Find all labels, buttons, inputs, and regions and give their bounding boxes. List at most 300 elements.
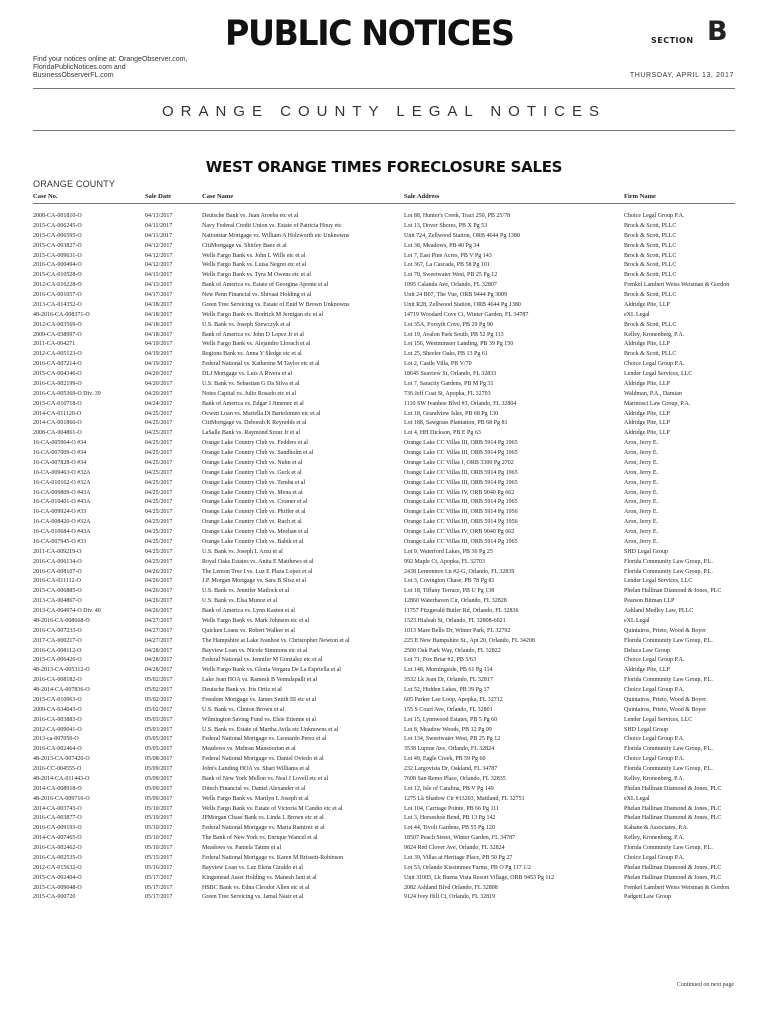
case-name-cell: Kingsmead Asset Holding vs. Manesh Jani et al <box>202 874 317 881</box>
case-number-cell: 2015-CA-010718-O <box>33 400 82 407</box>
case-number-cell: 2016-CA-007233-O <box>33 627 82 634</box>
case-name-cell: Orange Lake Country Club vs. Nuhn et al <box>202 459 303 466</box>
page-title: PUBLIC NOTICES <box>225 14 514 54</box>
firm-name-cell: Waldman, P.A., Damian <box>624 390 682 397</box>
sale-address-cell: Orange Lake CC Villas III, ORB 5914 Pg 1956 <box>404 509 518 516</box>
firm-name-cell: eXL Legal <box>624 795 650 802</box>
sale-date-cell: 04/18/2017 <box>145 331 173 338</box>
table-row <box>33 370 735 380</box>
sale-date-cell: 04/25/2017 <box>145 529 173 535</box>
case-number-cell: 2015-CA-006426-O <box>33 657 82 664</box>
case-name-cell: Deutsche Bank vs. Iris Ortiz et al <box>202 687 282 693</box>
case-name-cell: Bank of America vs. Estate of Georgina Aponte et al <box>202 282 329 289</box>
table-row <box>33 814 735 824</box>
case-number-cell: 2016-CA-001057-O <box>33 292 82 298</box>
case-number-cell: 48-2016-CA-009716-O <box>33 795 90 802</box>
case-name-cell: Green Tree Servicing vs. Estate of Enid W Brown Unknowns <box>202 301 350 308</box>
firm-name-cell: Brock & Scott, PLLC <box>624 232 677 239</box>
sale-address-cell: 232 Largovista Dr, Oakland, FL 34787 <box>404 766 498 772</box>
firm-name-cell: Quintairos, Prieto, Wood & Boyer <box>624 706 707 713</box>
sale-address-cell: Lot 52, Hidden Lakes, PB 39 Pg 17 <box>404 687 490 693</box>
sale-date-cell: 04/11/2017 <box>145 222 173 229</box>
firm-name-cell: Choice Legal Group P.A. <box>624 854 685 861</box>
table-row <box>33 232 735 242</box>
case-number-cell: 2014-CA-011120-O <box>33 410 82 417</box>
table-row <box>33 469 735 479</box>
case-number-cell: 2017-CA-000217-O <box>33 637 82 644</box>
table-row <box>33 301 735 311</box>
firm-name-cell: Lender Legal Services, LLC <box>624 371 693 377</box>
case-number-cell: 2016-CA-008112-O <box>33 647 82 654</box>
case-number-cell: 48-2013-CA-005312-O <box>33 667 90 674</box>
case-name-cell: Quicken Loans vs. Robert Walker et al <box>202 627 295 634</box>
case-number-cell: 2016-CA-007214-O <box>33 361 82 368</box>
sale-address-cell: Lot 156, Westminster Landing, PB 39 Pg 150 <box>404 341 514 348</box>
case-name-cell: Green Tree Servicing vs. Jamal Nasir et al <box>202 894 304 901</box>
firm-name-cell: Florida Community Law Group, P.L. <box>624 845 713 851</box>
sale-date-cell: 04/25/2017 <box>145 538 173 545</box>
sale-date-cell: 04/25/2017 <box>145 469 173 476</box>
case-number-cell: 2016-CA-003877-O <box>33 815 82 822</box>
sale-address-cell: 18645 Seaview St, Orlando, FL 32833 <box>404 371 497 377</box>
sale-address-cell: Orange Lake CC Villas I, ORB 3300 Pg 2702 <box>404 459 514 466</box>
sale-date-cell: 04/17/2017 <box>145 292 173 298</box>
case-number-cell: 2011-CA-004271 <box>33 341 76 348</box>
firm-name-cell: Brock & Scott, PLLC <box>624 272 677 279</box>
sale-address-cell: Lot 7, East Pine Acres, PB V Pg 143 <box>404 252 492 259</box>
firm-name-cell: Pearson Bitman LLP <box>624 598 675 605</box>
firm-name-cell: Florida Community Law Group, P.L. <box>624 766 713 772</box>
case-name-cell: U.S. Bank vs. Sebastian G Da Silva et al <box>202 380 300 387</box>
case-number-cell: 2015-CA-006595-O <box>33 232 82 239</box>
case-number-cell: 2015-CA-009631-O <box>33 252 82 259</box>
sale-address-cell: Lot 367, La Cascada, PB 58 Pg 101 <box>404 262 490 269</box>
sale-date-cell: 04/28/2017 <box>145 647 173 654</box>
table-row <box>33 765 735 775</box>
sale-date-cell: 05/10/2017 <box>145 845 173 851</box>
firm-name-cell: Choice Legal Group P.A. <box>624 756 685 763</box>
case-name-cell: Ditech Financial vs. Daniel Alexander et al <box>202 785 306 792</box>
sale-date-cell: 05/03/2017 <box>145 716 173 723</box>
sale-date-cell: 04/25/2017 <box>145 558 173 565</box>
sale-address-cell: 605 Parker Lee Loop, Apopka, FL 32712 <box>404 696 503 703</box>
column-header-sale-date: Sale Date <box>145 193 172 200</box>
case-number-cell: 2016-CC-004555-O <box>33 766 82 772</box>
firm-name-cell: Marinosci Law Group, P.A. <box>624 400 691 407</box>
case-number-cell: 2015-CA-000720 <box>33 894 76 901</box>
sale-address-cell: Lot 9, Waterford Lakes, PB 36 Pg 25 <box>404 548 493 555</box>
sale-address-cell: 736 Jeff Coat St, Apopka, FL 32703 <box>404 390 491 397</box>
firm-name-cell: Brock & Scott, PLLC <box>624 292 677 298</box>
firm-name-cell: Aron, Jerry E. <box>624 479 658 486</box>
column-header-case-no: Case No. <box>33 193 58 200</box>
table-row <box>33 242 735 252</box>
sale-address-cell: Lot 35A, Forsyth Cove, PB 29 Pg 90 <box>404 321 493 328</box>
find-online-line: Find your notices online at: OrangeObserver.com, <box>33 56 188 63</box>
table-row <box>33 666 735 676</box>
sale-address-cell: Lot 25, Sheeler Oaks, PB 13 Pg 61 <box>404 351 488 358</box>
table-row <box>33 449 735 459</box>
table-row <box>33 360 735 370</box>
sale-date-cell: 04/25/2017 <box>145 430 173 437</box>
table-row <box>33 222 735 232</box>
table-row <box>33 321 735 331</box>
sale-date-cell: 05/10/2017 <box>145 825 173 832</box>
firm-name-cell: Brock & Scott, PLLC <box>624 351 677 358</box>
firm-name-cell: Kahane & Associates, P.A. <box>624 825 689 832</box>
sale-address-cell: 11757 Fitzgerald Butler Rd, Orlando, FL 32836 <box>404 608 519 614</box>
sale-address-cell: Orange Lake CC Villas III, ORB 5914 Pg 1956 <box>404 519 518 526</box>
firm-name-cell: Padgett Law Group <box>624 894 671 901</box>
case-number-cell: 2013-CA-014352-O <box>33 301 82 308</box>
sale-address-cell: Orange Lake CC Villas III, ORB 5914 Pg 1965 <box>404 469 518 476</box>
table-row <box>33 637 735 647</box>
table-row <box>33 834 735 844</box>
case-name-cell: Lake Jean HOA vs. Ramesh B Vemulapalli et al <box>202 677 318 684</box>
firm-name-cell: Brock & Scott, PLLC <box>624 252 677 259</box>
case-name-cell: John's Landing HOA vs. Shari Williams et al <box>202 766 310 772</box>
firm-name-cell: Aldridge Pite, LLP <box>624 430 670 437</box>
sale-date-cell: 05/02/2017 <box>145 706 173 713</box>
sale-date-cell: 05/09/2017 <box>145 795 173 802</box>
sale-address-cell: 1013 Mare Bello Dr, Winter Park, FL 32792 <box>404 627 511 634</box>
firm-name-cell: Brock & Scott, PLLC <box>624 321 677 328</box>
sale-date-cell: 04/13/2017 <box>145 213 173 219</box>
case-name-cell: Orange Lake Country Club vs. Mena et al <box>202 489 303 496</box>
table-row <box>33 508 735 518</box>
firm-name-cell: Kelley, Kronenberg, P.A. <box>624 775 685 782</box>
case-number-cell: 2014-CA-007465-O <box>33 835 82 842</box>
case-name-cell: U.S. Bank vs. Elsa Munoz et al <box>202 598 278 605</box>
sale-address-cell: Lot 148, Morningside, PB 61 Pg 114 <box>404 667 493 674</box>
firm-name-cell: Aron, Jerry E. <box>624 519 658 526</box>
sale-address-cell: Lot 15, Lynnwood Estates, PB 5 Pg 60 <box>404 716 498 723</box>
case-name-cell: Deutsche Bank vs. Juan Aroeba etc et al <box>202 213 299 219</box>
case-name-cell: Nationstar Mortgage vs. William A Holzworth etc Unknowns <box>202 232 350 239</box>
sale-date-cell: 05/15/2017 <box>145 854 173 861</box>
sale-date-cell: 04/26/2017 <box>145 598 173 605</box>
table-row <box>33 400 735 410</box>
sale-date-cell: 05/02/2017 <box>145 696 173 703</box>
table-row <box>33 805 735 815</box>
firm-name-cell: Phelan Hallinan Diamond & Jones, PLC <box>624 805 722 812</box>
issue-date: THURSDAY, APRIL 13, 2017 <box>629 72 734 79</box>
sale-date-cell: 05/09/2017 <box>145 785 173 792</box>
firm-name-cell: Aron, Jerry E. <box>624 489 658 496</box>
case-name-cell: Orange Lake Country Club vs. Geck et al <box>202 469 302 476</box>
case-number-cell: 2014-CA-001860-O <box>33 420 82 427</box>
case-name-cell: Federal National Mortgage vs. Karen M Brissett-Robinson <box>202 854 344 861</box>
firm-name-cell: Aron, Jerry E. <box>624 529 658 535</box>
case-name-cell: CitiMortgage vs. Shirley Baez et al <box>202 242 287 249</box>
case-number-cell: 16-CA-009809-O #43A <box>33 489 91 496</box>
case-number-cell: 2015-CA-009048-O <box>33 884 82 891</box>
table-row <box>33 311 735 321</box>
sale-address-cell: Lot 188, Sawgrass Plantation, PB 68 Pg 81 <box>404 420 508 427</box>
column-header-firm-name: Firm Name <box>624 193 656 200</box>
sale-address-cell: Lot 19, Avalon Park South, PB 52 Pg 113 <box>404 331 504 338</box>
sale-date-cell: 05/02/2017 <box>145 687 173 693</box>
sale-date-cell: 04/18/2017 <box>145 301 173 308</box>
case-name-cell: New Penn Financial vs. Shivaai Holding et al <box>202 292 312 298</box>
firm-name-cell: Phelan Hallinan Diamond & Jones, PLC <box>624 815 722 822</box>
section-label: SECTION <box>651 36 694 45</box>
table-row <box>33 439 735 449</box>
table-row <box>33 627 735 637</box>
sale-date-cell: 04/19/2017 <box>145 351 173 358</box>
table-row <box>33 686 735 696</box>
case-number-cell: 2014-CA-008918-O <box>33 785 82 792</box>
case-name-cell: Federal National Mortgage vs. Maria Ramirez et al <box>202 825 325 832</box>
case-number-cell: 48-2016-CA-008371-O <box>33 311 90 318</box>
sale-date-cell: 04/13/2017 <box>145 272 173 279</box>
table-row <box>33 824 735 834</box>
case-name-cell: Federal National vs. Jennifer M Gonzalez etc et al <box>202 657 323 664</box>
firm-name-cell: Frenkel Lambert Weiss Weisman & Gordon <box>624 884 730 891</box>
case-name-cell: Federal National Mortgage vs. Leonardo Perez et al <box>202 736 327 743</box>
case-number-cell: 48-2014-CA-011443-O <box>33 775 90 782</box>
case-number-cell: 2015-CA-010963-O <box>33 696 82 703</box>
sale-address-cell: Lot 38, Meadows, PB 40 Pg 34 <box>404 242 480 249</box>
case-name-cell: Royal Oaks Estates vs. Anita E Matthews et al <box>202 558 314 565</box>
sale-date-cell: 05/08/2017 <box>145 756 173 763</box>
case-name-cell: U.S. Bank vs. Joseph Szewczyk et al <box>202 321 291 328</box>
firm-name-cell: Phelan Hallinan Diamond & Jones, PLC <box>624 785 722 792</box>
sale-date-cell: 05/10/2017 <box>145 835 173 842</box>
table-row <box>33 607 735 617</box>
sale-address-cell: Lot 3, Covington Chase, PB 78 Pg 81 <box>404 578 495 585</box>
firm-name-cell: Aron, Jerry E. <box>624 459 658 466</box>
case-name-cell: Orange Lake Country Club vs. Sandholm et al <box>202 450 314 456</box>
table-row <box>33 587 735 597</box>
sale-address-cell: 155 S Court Ave, Orlando, FL 32801 <box>404 706 493 713</box>
case-name-cell: Wells Fargo Bank vs. Luisa Negret etc et al <box>202 262 307 269</box>
sale-address-cell: Lot 53, Orlando Kissimmee Farms, PB O Pg 117 1/2 <box>404 864 531 871</box>
case-number-cell: 2013-CA-004867-O <box>33 598 82 605</box>
column-header-case-name: Case Name <box>202 193 234 200</box>
case-number-cell: 16-CA-007009-O #34 <box>33 450 87 456</box>
firm-name-cell: Phelan Hallinan Diamond & Jones, PLC <box>624 588 722 595</box>
case-number-cell: 2014-CA-003743-O <box>33 805 82 812</box>
sale-date-cell: 05/02/2017 <box>145 677 173 684</box>
case-name-cell: The Lemon Tree I vs. Luz E Plaza Lopez et al <box>202 568 313 575</box>
firm-name-cell: Aron, Jerry E. <box>624 450 658 456</box>
sale-date-cell: 05/17/2017 <box>145 874 173 881</box>
table-row <box>33 577 735 587</box>
case-number-cell: 2015-CA-002404-O <box>33 874 82 881</box>
firm-name-cell: Brock & Scott, PLLC <box>624 242 677 249</box>
find-online-line: BusinessObserverFL.com <box>33 72 114 79</box>
sale-date-cell: 04/25/2017 <box>145 450 173 456</box>
sale-date-cell: 04/25/2017 <box>145 519 173 526</box>
case-number-cell: 2008-CA-004861-O <box>33 430 82 437</box>
table-row <box>33 874 735 884</box>
sale-date-cell: 05/05/2017 <box>145 736 173 743</box>
table-row <box>33 518 735 528</box>
case-name-cell: Federal National vs. Katherine M Taylor etc et al <box>202 361 320 368</box>
case-number-cell: 16-CA-005964-O #34 <box>33 440 87 447</box>
sale-date-cell: 04/18/2017 <box>145 321 173 328</box>
case-number-cell: 2015-CA-006885-O <box>33 588 82 595</box>
case-number-cell: 2015-CA-006245-O <box>33 222 82 229</box>
sale-address-cell: Lot 12, Isle of Catalina, PB V Pg 149 <box>404 785 494 792</box>
case-name-cell: Wells Fargo Bank vs. Gloria Vergara De La Espriella et al <box>202 667 341 674</box>
table-row <box>33 261 735 271</box>
continued-note: Continued on next page <box>676 982 734 988</box>
table-row <box>33 893 735 903</box>
case-name-cell: U.S. Bank vs. Estate of Martha Avila etc Unknowns et al <box>202 726 339 733</box>
divider <box>33 88 735 89</box>
case-number-cell: 2012-CA-003569-O <box>33 321 82 328</box>
table-row <box>33 558 735 568</box>
sale-address-cell: 2438 Lemontree Ln #2-G, Orlando, FL 32839 <box>404 568 515 575</box>
case-number-cell: 16-CA-009924-O #33 <box>33 509 87 516</box>
sale-address-cell: 18507 Peach Street, Winter Garden, FL 34787 <box>404 835 516 842</box>
case-number-cell: 2016-CA-008107-O <box>33 568 82 575</box>
find-online-line: FloridaPublicNotices.com and <box>33 64 126 71</box>
sale-address-cell: Lot 4, HH Dickson, PB E Pg 63 <box>404 430 481 437</box>
sale-date-cell: 05/05/2017 <box>145 746 173 753</box>
case-name-cell: Freedom Mortgage vs. James Smith III etc et al <box>202 696 317 703</box>
case-name-cell: Wells Fargo Bank vs. John L Wills etc et al <box>202 252 306 259</box>
firm-name-cell: Aldridge Pite, LLP <box>624 420 670 427</box>
sale-date-cell: 04/25/2017 <box>145 489 173 496</box>
case-name-cell: U.S. Bank vs. Clinton Brown et al <box>202 706 285 713</box>
sale-date-cell: 04/12/2017 <box>145 262 173 269</box>
sale-address-cell: 9824 Red Clover Ave, Orlando, FL 32824 <box>404 845 505 851</box>
case-number-cell: 16-CA-008420-O #32A <box>33 519 91 526</box>
sale-date-cell: 04/20/2017 <box>145 390 173 397</box>
case-number-cell: 2016-CA-009193-O <box>33 825 82 832</box>
table-row <box>33 864 735 874</box>
table-row <box>33 676 735 686</box>
case-number-cell: 2013-ca-007050-O <box>33 736 79 743</box>
firm-name-cell: Ashland Medley Law, PLLC <box>624 608 694 614</box>
firm-name-cell: Quintairos, Prieto, Wood & Boyer <box>624 696 707 703</box>
sale-date-cell: 05/09/2017 <box>145 766 173 772</box>
case-name-cell: Orange Lake Country Club vs. Temba et al <box>202 479 306 486</box>
table-row <box>33 479 735 489</box>
sale-date-cell: 04/20/2017 <box>145 380 173 387</box>
sale-address-cell: Orange Lake CC Villas III, ORB 5914 Pg 1965 <box>404 450 518 456</box>
firm-name-cell: Aldridge Pite, LLP <box>624 301 670 308</box>
table-row <box>33 706 735 716</box>
sale-address-cell: Lot 13, Dover Shores, PB X Pg 53 <box>404 222 488 229</box>
sale-address-cell: 3532 Lk Jean Dr, Orlando, FL 32817 <box>404 677 493 684</box>
sale-address-cell: Orange Lake CC Villas III, ORB 5914 Pg 1965 <box>404 499 518 506</box>
firm-name-cell: Deluca Law Group <box>624 647 670 654</box>
header-divider <box>33 203 735 204</box>
case-name-cell: Wells Fargo Bank vs. Alejandro Llorach et al <box>202 341 311 348</box>
table-row <box>33 252 735 262</box>
sale-date-cell: 04/20/2017 <box>145 371 173 377</box>
table-row <box>33 568 735 578</box>
case-number-cell: 2016-CA-002199-O <box>33 380 82 387</box>
sale-address-cell: Lot 104, Carriage Pointe, PB 66 Pg 111 <box>404 805 500 812</box>
table-row <box>33 340 735 350</box>
section-banner: ORANGE COUNTY LEGAL NOTICES <box>161 103 607 120</box>
case-number-cell: 2015-CA-003827-O <box>33 242 82 249</box>
firm-name-cell: Florida Community Law Group, P.L. <box>624 677 713 684</box>
case-number-cell: 2016-CA-006134-O <box>33 558 82 565</box>
sale-address-cell: Orange Lake CC Villas III, ORB 5914 Pg 1965 <box>404 440 518 447</box>
firm-name-cell: eXL Legal <box>624 617 650 624</box>
case-name-cell: Bank of America vs. Lynn Kasten et al <box>202 608 295 614</box>
sale-address-cell: 14719 Woodard Cove Ct, Winter Garden, FL 34787 <box>404 311 529 318</box>
divider <box>33 130 735 131</box>
sale-date-cell: 05/03/2017 <box>145 726 173 733</box>
case-name-cell: The Hampshire at Lake Ivanhoe vs. Christopher Newton et al <box>202 637 350 644</box>
table-row <box>33 291 735 301</box>
case-name-cell: Ocwen Loan vs. Mariella Di Bartolomeo etc et al <box>202 410 321 417</box>
case-name-cell: Wells Fargo Bank vs. Rodrick M Jernigan etc et al <box>202 311 324 318</box>
firm-name-cell: Aron, Jerry E. <box>624 499 658 506</box>
sale-date-cell: 05/10/2017 <box>145 805 173 812</box>
table-row <box>33 844 735 854</box>
sale-address-cell: 225 E New Hampshire St., Apt 20, Orlando, FL 34208 <box>404 637 535 644</box>
sale-date-cell: 04/24/2017 <box>145 400 173 407</box>
sale-date-cell: 04/25/2017 <box>145 509 173 516</box>
sale-date-cell: 04/26/2017 <box>145 578 173 585</box>
sale-date-cell: 04/26/2017 <box>145 568 173 575</box>
case-name-cell: U.S. Bank vs. Joseph L Arzu et al <box>202 548 283 555</box>
case-name-cell: Meadows vs. Mehran Mansoorian et al <box>202 746 296 753</box>
case-name-cell: U.S. Bank vs. Jennifer Matlock et al <box>202 588 290 595</box>
sale-address-cell: 12860 Waterhaven Cir, Orlando, FL 32828 <box>404 598 507 605</box>
firm-name-cell: Florida Community Law Group, P.L. <box>624 558 713 565</box>
case-name-cell: The Bank of New York vs. Enrique Wancel et al <box>202 835 318 842</box>
sale-date-cell: 04/25/2017 <box>145 420 173 427</box>
sale-address-cell: 1523 Hialeah St, Orlando, FL 32808-6021 <box>404 617 506 624</box>
case-number-cell: 2016-CA-002464-O <box>33 746 82 753</box>
sale-date-cell: 05/09/2017 <box>145 775 173 782</box>
case-number-cell: 2012-CA-015632-O <box>33 864 82 871</box>
firm-name-cell: Frenkel Lambert Weiss Weisman & Gordon <box>624 282 730 289</box>
sale-address-cell: Unit 24 B07, The Vue, ORB 9444 Pg 3009 <box>404 292 508 298</box>
sale-date-cell: 04/19/2017 <box>145 341 173 348</box>
foreclosure-table <box>33 212 735 903</box>
case-name-cell: Bank of New York Mellon vs. Neal J Lovell etc et al <box>202 775 329 782</box>
firm-name-cell: Aron, Jerry E. <box>624 440 658 447</box>
firm-name-cell: Choice Legal Group P.A. <box>624 736 685 743</box>
table-row <box>33 735 735 745</box>
firm-name-cell: Aron, Jerry E. <box>624 509 658 516</box>
table-row <box>33 410 735 420</box>
firm-name-cell: Florida Community Law Group, P.L. <box>624 637 713 644</box>
table-row <box>33 459 735 469</box>
case-number-cell: 2012-CA-016228-O <box>33 282 82 289</box>
firm-name-cell: Aldridge Pite, LLP <box>624 341 670 348</box>
case-number-cell: 16-CA-010162-O #32A <box>33 479 91 486</box>
case-name-cell: Meadows vs. Pamela Tatum et al <box>202 845 282 851</box>
table-row <box>33 775 735 785</box>
table-row <box>33 597 735 607</box>
sale-address-cell: Lot 8, Meadow Woods, PB 12 Pg 99 <box>404 726 492 733</box>
case-number-cell: 2016-CA-002462-O <box>33 845 82 851</box>
table-row <box>33 528 735 538</box>
case-number-cell: 48-2013-CA-007420-O <box>33 756 90 763</box>
case-name-cell: JPMorgan Chase Bank vs. Linda L Brown etc et al <box>202 815 324 822</box>
sale-date-cell: 04/27/2017 <box>145 617 173 624</box>
sale-address-cell: Orange Lake CC Villas IV, ORB 9040 Pg 662 <box>404 489 515 496</box>
firm-name-cell: Choice Legal Group P.A. <box>624 361 685 368</box>
sale-date-cell: 04/18/2017 <box>145 311 173 318</box>
table-row <box>33 656 735 666</box>
sale-date-cell: 04/25/2017 <box>145 440 173 447</box>
case-number-cell: 2011-CA-009219-O <box>33 548 82 555</box>
sale-address-cell: 2500 Oak Park Way, Orlando, FL 32822 <box>404 647 501 654</box>
sale-address-cell: 1110 SW Ivanhoe Blvd #3, Orlando, FL 32804 <box>404 400 517 407</box>
